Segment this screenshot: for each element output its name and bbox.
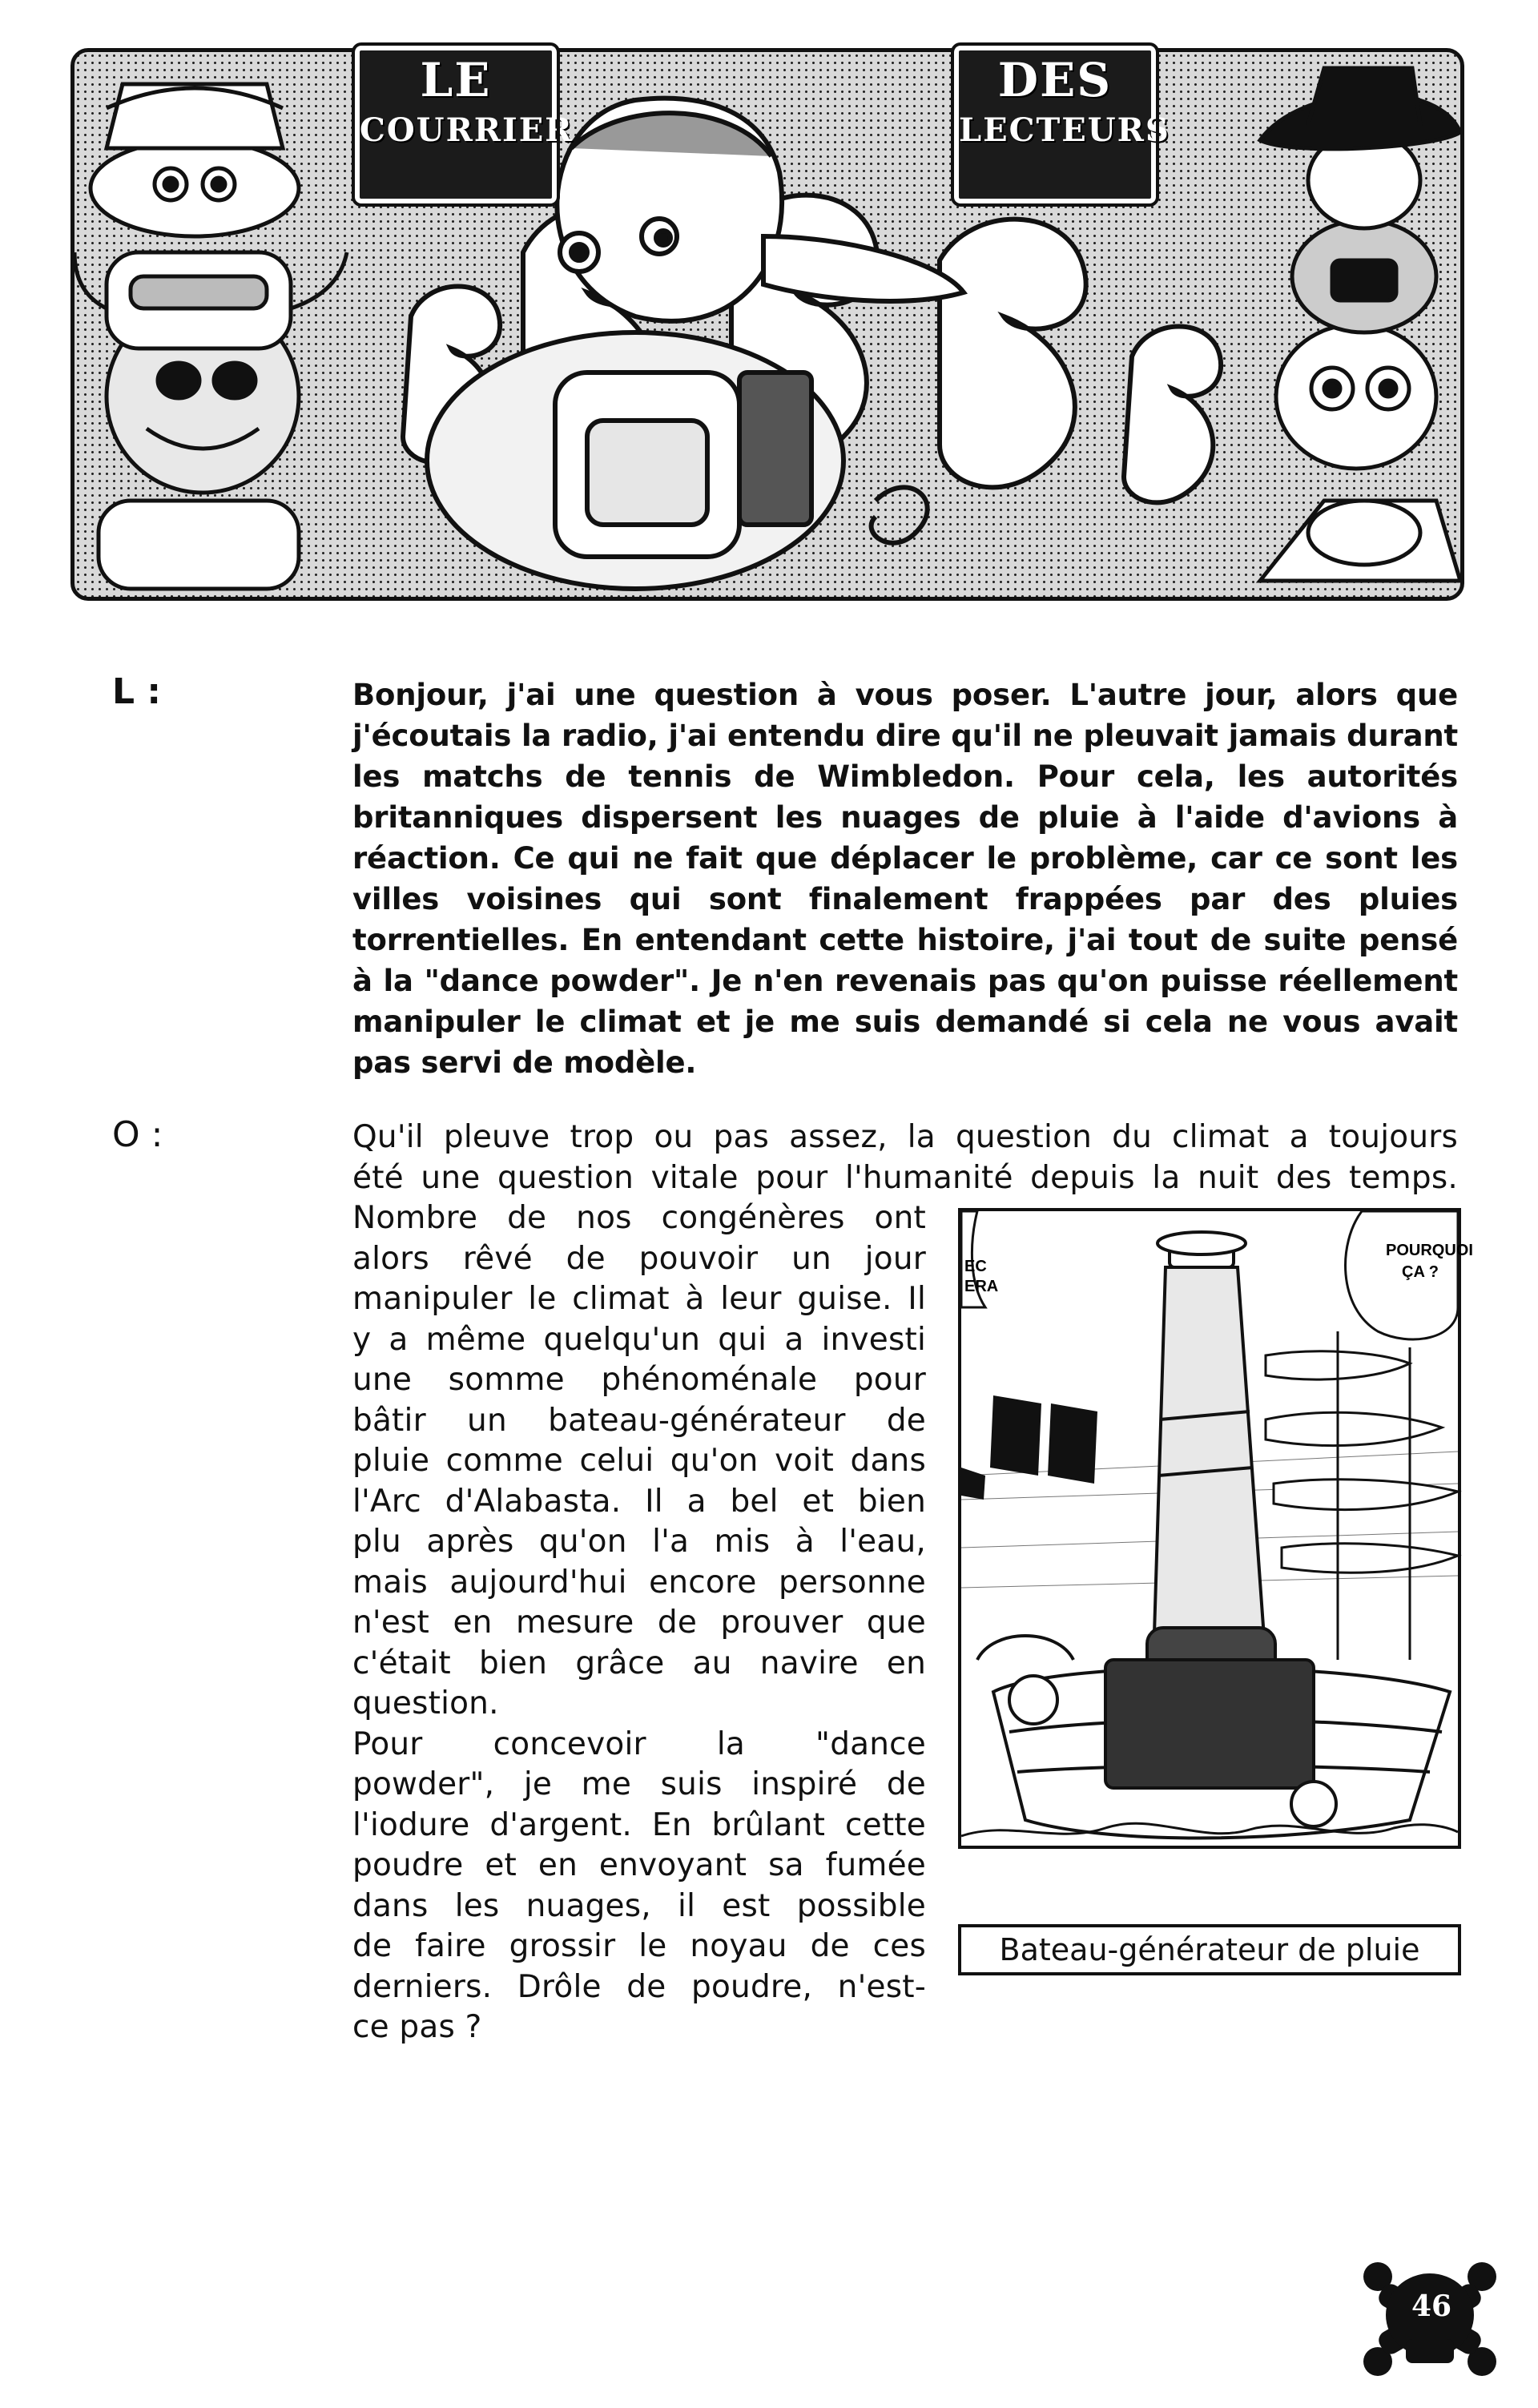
answer-line: Pour concevoir la "dance — [352, 1725, 926, 1762]
bubble-text-line: ERA — [964, 1278, 999, 1295]
title-plate-right — [954, 46, 1170, 203]
rain-ship-illustration — [961, 1211, 1473, 1846]
manga-panel — [958, 1208, 1473, 1849]
panel-caption: Bateau-générateur de pluie — [958, 1924, 1461, 1975]
answer-line: c'était bien grâce au navire en — [352, 1645, 926, 1681]
bubble-text-line: POURQUOI — [1386, 1242, 1473, 1259]
bubble-text-line: EC — [964, 1258, 987, 1275]
answer-line: derniers. Drôle de poudre, n'est- — [352, 1968, 926, 2005]
letter-line: manipuler le climat et je me suis demandé si cela ne vous avait — [352, 1005, 1458, 1039]
answer-line: powder", je me suis inspiré de — [352, 1766, 926, 1802]
answer-line: plu après qu'on l'a mis à l'eau, — [352, 1524, 926, 1560]
banner-illustration — [74, 52, 1460, 597]
title-word-le: LE — [420, 53, 492, 107]
title-word-des: DES — [997, 53, 1113, 107]
answer-line: été une question vitale pour l'humanité depuis la nuit des temps. — [352, 1159, 1458, 1196]
answer-line: pluie comme celui qu'on voit dans — [352, 1443, 926, 1479]
letter-line: Bonjour, j'ai une question à vous poser. L'autre jour, alors que — [352, 678, 1458, 712]
letter-line: pas servi de modèle. — [352, 1045, 697, 1080]
answer-line: poudre et en envoyant sa fumée — [352, 1847, 926, 1883]
header-banner — [70, 48, 1464, 601]
letter-line: britanniques dispersent les nuages de pluie à l'aide d'avions à — [352, 800, 1458, 835]
title-plate-left — [355, 46, 574, 203]
answer-line: l'Arc d'Alabasta. Il a bel et bien — [352, 1483, 926, 1520]
letter-line: villes voisines qui sont finalement frappées par des pluies — [352, 882, 1458, 916]
bubble-text-line: ÇA ? — [1402, 1263, 1439, 1281]
answer-line: Qu'il pleuve trop ou pas assez, la question du climat a toujours — [352, 1119, 1458, 1155]
title-word-lecteurs: LECTEURS — [959, 111, 1170, 149]
answer-line: y a même quelqu'un qui a investi — [352, 1321, 926, 1358]
page-number: 46 — [1411, 2289, 1452, 2323]
answer-line: bâtir un bateau-générateur de — [352, 1402, 926, 1439]
answer-line: manipuler le climat à leur guise. Il — [352, 1281, 926, 1317]
answer-line: de faire grossir le noyau de ces — [352, 1928, 926, 1964]
answer-line: l'iodure d'argent. En brûlant cette — [352, 1806, 926, 1843]
speaker-label-reader: L : — [112, 671, 161, 712]
answer-line: mais aujourd'hui encore personne — [352, 1564, 926, 1601]
answer-body — [352, 1198, 926, 2048]
answer-line: Nombre de nos congénères ont — [352, 1200, 926, 1236]
answer-line: dans les nuages, il est possible — [352, 1887, 926, 1924]
letter-text — [352, 674, 1458, 1083]
letter-line: j'écoutais la radio, j'ai entendu dire qu'il ne pleuvait jamais durant — [352, 719, 1458, 753]
answer-line: une somme phénoménale pour — [352, 1362, 926, 1398]
letter-line: à la "dance powder". Je n'en revenais pas qu'on puisse réellement — [352, 964, 1458, 998]
answer-intro — [352, 1117, 1458, 1198]
answer-line: n'est en mesure de prouver que — [352, 1605, 926, 1641]
answer-line: question. — [352, 1685, 499, 1721]
letter-line: réaction. Ce qui ne fait que déplacer le problème, car ce sont les — [352, 841, 1458, 876]
answer-line: alors rêvé de pouvoir un jour — [352, 1240, 926, 1277]
title-word-courrier: COURRIER — [360, 111, 574, 149]
speaker-label-author: O : — [112, 1114, 163, 1155]
letter-line: torrentielles. En entendant cette histoire, j'ai tout de suite pensé — [352, 923, 1458, 957]
letter-line: les matchs de tennis de Wimbledon. Pour cela, les autorités — [352, 759, 1458, 794]
answer-line: ce pas ? — [352, 2009, 482, 2045]
page-number-badge — [1362, 2259, 1498, 2379]
